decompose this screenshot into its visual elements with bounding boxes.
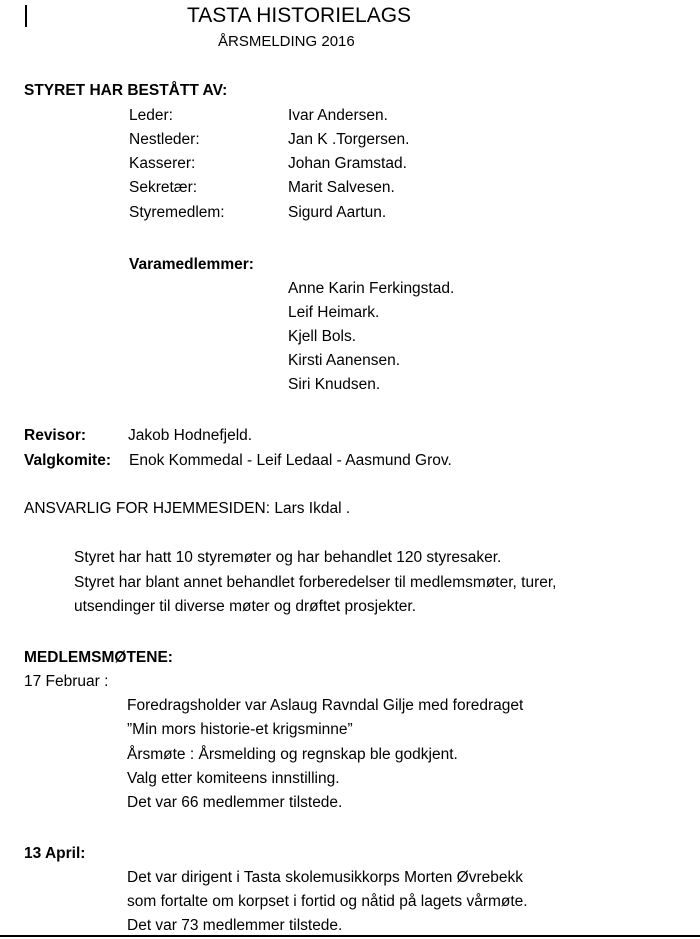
board-name: Ivar Andersen. bbox=[288, 107, 388, 124]
summary-line: utsendinger til diverse møter og drøftet prosjekter. bbox=[74, 598, 417, 615]
meeting-line: Årsmøte : Årsmelding og regnskap ble godkjent. bbox=[127, 746, 458, 763]
text-cursor bbox=[25, 5, 27, 27]
summary-line: Styret har hatt 10 styremøter og har behandlet 120 styresaker. bbox=[74, 549, 502, 566]
meeting-line: ”Min mors historie-et krigsminne” bbox=[127, 721, 353, 738]
deputy-name: Kirsti Aanensen. bbox=[288, 352, 401, 369]
meeting-line: Det var 73 medlemmer tilstede. bbox=[127, 917, 343, 934]
meeting-line: Foredragsholder var Aslaug Ravndal Gilje med foredraget bbox=[127, 697, 524, 714]
board-role: Nestleder: bbox=[129, 131, 200, 148]
website-label: ANSVARLIG FOR HJEMMESIDEN: bbox=[24, 500, 271, 517]
meeting-line: Det var 66 medlemmer tilstede. bbox=[127, 794, 343, 811]
meeting-line: som fortalte om korpset i fortid og nåtid på lagets vårmøte. bbox=[127, 893, 528, 910]
board-heading: STYRET HAR BESTÅTT AV: bbox=[24, 82, 228, 99]
committee-label: Valgkomite: bbox=[24, 452, 111, 469]
summary-line: Styret har blant annet behandlet forberedelser til medlemsmøter, turer, bbox=[74, 574, 557, 591]
website-value: Lars Ikdal . bbox=[274, 500, 351, 517]
deputy-name: Leif Heimark. bbox=[288, 304, 380, 321]
auditor-value: Jakob Hodnefjeld. bbox=[128, 427, 253, 444]
meetings-heading: MEDLEMSMØTENE: bbox=[24, 649, 173, 666]
meeting-line: Valg etter komiteens innstilling. bbox=[127, 770, 340, 787]
deputy-name: Kjell Bols. bbox=[288, 328, 357, 345]
board-role: Styremedlem: bbox=[129, 204, 225, 221]
board-name: Johan Gramstad. bbox=[288, 155, 407, 172]
meeting-date: 17 Februar : bbox=[24, 673, 109, 690]
website-line bbox=[24, 501, 350, 517]
deputy-name: Anne Karin Ferkingstad. bbox=[288, 280, 455, 297]
document-subtitle: ÅRSMELDING 2016 bbox=[218, 33, 355, 50]
meeting-date: 13 April: bbox=[24, 845, 86, 862]
board-role: Sekretær: bbox=[129, 179, 198, 196]
auditor-label: Revisor: bbox=[24, 427, 87, 444]
meeting-line: Det var dirigent i Tasta skolemusikkorps Morten Øvrebekk bbox=[127, 869, 523, 886]
board-name: Sigurd Aartun. bbox=[288, 204, 387, 221]
board-name: Jan K .Torgersen. bbox=[288, 131, 410, 148]
deputies-heading: Varamedlemmer: bbox=[129, 256, 254, 273]
board-role: Leder: bbox=[129, 107, 173, 124]
document-title: TASTA HISTORIELAGS bbox=[187, 4, 412, 27]
page-bottom-edge bbox=[0, 935, 700, 937]
board-role: Kasserer: bbox=[129, 155, 196, 172]
board-name: Marit Salvesen. bbox=[288, 179, 395, 196]
deputy-name: Siri Knudsen. bbox=[288, 376, 381, 393]
committee-value: Enok Kommedal - Leif Ledaal - Aasmund Grov. bbox=[129, 452, 452, 469]
